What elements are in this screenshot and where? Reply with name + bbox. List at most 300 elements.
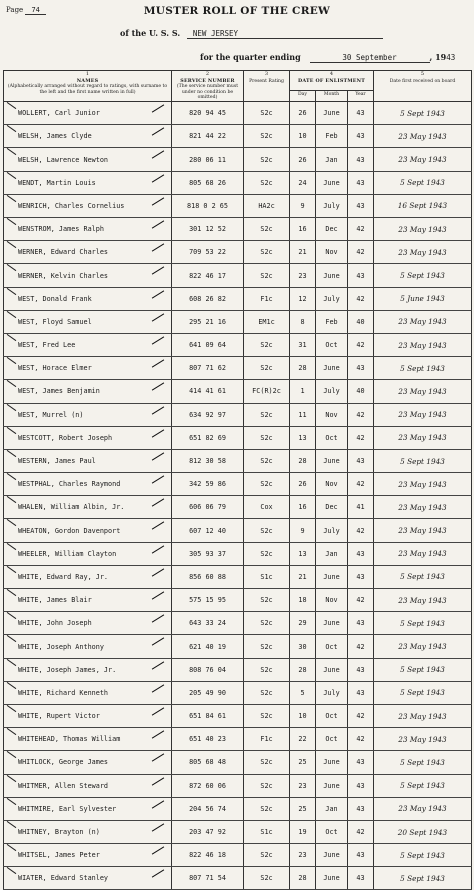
crew-name: WHITE, John Joseph xyxy=(4,612,172,635)
crew-name: WHITSEL, James Peter xyxy=(4,844,172,867)
enlist-day: 31 xyxy=(290,333,316,356)
present-rating: S2c xyxy=(244,589,290,612)
enlist-year: 42 xyxy=(348,635,374,658)
enlist-year: 42 xyxy=(348,728,374,751)
check-mark xyxy=(152,684,164,692)
table-row xyxy=(4,728,472,751)
present-rating: S2c xyxy=(244,774,290,797)
check-mark xyxy=(152,406,164,414)
margin-check-mark xyxy=(7,659,17,666)
present-rating: S2c xyxy=(244,148,290,171)
received-date: 23 May 1943 xyxy=(374,704,472,727)
check-mark xyxy=(152,197,164,205)
enlist-month: June xyxy=(316,264,348,287)
enlist-year: 43 xyxy=(348,542,374,565)
enlist-year: 43 xyxy=(348,681,374,704)
enlist-year: 42 xyxy=(348,333,374,356)
enlist-year: 43 xyxy=(348,612,374,635)
enlist-month: July xyxy=(316,194,348,217)
service-number: 822 46 18 xyxy=(172,844,244,867)
check-mark xyxy=(152,777,164,785)
margin-check-mark xyxy=(7,473,17,480)
enlist-day: 25 xyxy=(290,797,316,820)
enlist-month: June xyxy=(316,751,348,774)
enlist-year: 43 xyxy=(348,844,374,867)
enlist-day: 28 xyxy=(290,867,316,890)
present-rating: EM1c xyxy=(244,310,290,333)
present-rating: S1c xyxy=(244,565,290,588)
crew-name: WOLLERT, Carl Junior xyxy=(4,102,172,125)
service-number: 808 76 04 xyxy=(172,658,244,681)
enlist-year: 42 xyxy=(348,241,374,264)
col-names-header xyxy=(4,71,172,102)
margin-check-mark xyxy=(7,566,17,573)
check-mark xyxy=(152,707,164,715)
enlist-year: 42 xyxy=(348,473,374,496)
crew-name: WHITE, Rupert Victor xyxy=(4,704,172,727)
crew-name: WHITE, Joseph Anthony xyxy=(4,635,172,658)
margin-check-mark xyxy=(7,125,17,132)
service-number: 621 40 19 xyxy=(172,635,244,658)
col-month-header: Month xyxy=(316,91,348,102)
crew-name: WHEATON, Gordon Davenport xyxy=(4,519,172,542)
table-row xyxy=(4,519,472,542)
margin-check-mark xyxy=(7,380,17,387)
enlist-day: 10 xyxy=(290,125,316,148)
received-date: 5 Sept 1943 xyxy=(374,264,472,287)
enlist-day: 11 xyxy=(290,403,316,426)
enlist-month: Jan xyxy=(316,797,348,820)
margin-check-mark xyxy=(7,334,17,341)
received-date: 23 May 1943 xyxy=(374,125,472,148)
col4-number: 4 xyxy=(329,71,334,77)
present-rating: Cox xyxy=(244,496,290,519)
present-rating: S2c xyxy=(244,333,290,356)
present-rating: S2c xyxy=(244,473,290,496)
margin-check-mark xyxy=(7,218,17,225)
enlist-year: 42 xyxy=(348,519,374,542)
table-row xyxy=(4,542,472,565)
enlist-year: 40 xyxy=(348,310,374,333)
enlist-year: 41 xyxy=(348,496,374,519)
enlist-day: 21 xyxy=(290,565,316,588)
margin-check-mark xyxy=(7,774,17,781)
crew-name: WENRICH, Charles Cornelius xyxy=(4,194,172,217)
service-number: 807 71 62 xyxy=(172,357,244,380)
check-mark xyxy=(152,360,164,368)
enlist-day: 30 xyxy=(290,635,316,658)
enlist-month: July xyxy=(316,519,348,542)
service-number: 820 94 45 xyxy=(172,102,244,125)
check-mark xyxy=(152,661,164,669)
table-row xyxy=(4,473,472,496)
table-row xyxy=(4,820,472,843)
check-mark xyxy=(152,452,164,460)
received-date: 16 Sept 1943 xyxy=(374,194,472,217)
enlist-day: 24 xyxy=(290,171,316,194)
present-rating: S2c xyxy=(244,612,290,635)
table-row xyxy=(4,426,472,449)
enlist-month: Oct xyxy=(316,704,348,727)
enlist-month: June xyxy=(316,449,348,472)
check-mark xyxy=(152,383,164,391)
received-date: 5 Sept 1943 xyxy=(374,751,472,774)
crew-name: WHALEN, William Albin, Jr. xyxy=(4,496,172,519)
received-date: 5 Sept 1943 xyxy=(374,102,472,125)
present-rating: S2c xyxy=(244,635,290,658)
enlist-day: 16 xyxy=(290,218,316,241)
crew-name: WESTCOTT, Robert Joseph xyxy=(4,426,172,449)
enlist-year: 42 xyxy=(348,426,374,449)
margin-check-mark xyxy=(7,612,17,619)
check-mark xyxy=(152,568,164,576)
service-number: 575 15 95 xyxy=(172,589,244,612)
enlist-day: 10 xyxy=(290,704,316,727)
enlist-year: 42 xyxy=(348,218,374,241)
check-mark xyxy=(152,336,164,344)
service-number: 818 0 2 65 xyxy=(172,194,244,217)
service-number: 205 49 90 xyxy=(172,681,244,704)
crew-name: WERNER, Edward Charles xyxy=(4,241,172,264)
received-date: 23 May 1943 xyxy=(374,589,472,612)
service-number: 805 68 48 xyxy=(172,751,244,774)
check-mark xyxy=(152,128,164,136)
crew-name: WHITEHEAD, Thomas William xyxy=(4,728,172,751)
table-row xyxy=(4,310,472,333)
enlist-month: June xyxy=(316,867,348,890)
received-date: 23 May 1943 xyxy=(374,148,472,171)
crew-rows xyxy=(4,102,472,890)
col-year-header: Year xyxy=(348,91,374,102)
service-number: 301 12 52 xyxy=(172,218,244,241)
table-row xyxy=(4,218,472,241)
margin-check-mark xyxy=(7,496,17,503)
enlist-year: 43 xyxy=(348,867,374,890)
ship-line xyxy=(120,28,383,39)
check-mark xyxy=(152,522,164,530)
col-day-header: Day xyxy=(290,91,316,102)
received-date: 5 June 1943 xyxy=(374,287,472,310)
check-mark xyxy=(152,870,164,878)
table-row xyxy=(4,287,472,310)
table-row xyxy=(4,565,472,588)
table-row xyxy=(4,797,472,820)
margin-check-mark xyxy=(7,867,17,874)
enlist-year: 43 xyxy=(348,658,374,681)
crew-name: WHITMIRE, Earl Sylvester xyxy=(4,797,172,820)
crew-name: WHITLOCK, George James xyxy=(4,751,172,774)
col2-note: (The service number must under no condition be omitted) xyxy=(176,84,239,100)
received-date: 23 May 1943 xyxy=(374,241,472,264)
service-number: 651 84 61 xyxy=(172,704,244,727)
table-row xyxy=(4,681,472,704)
present-rating: S2c xyxy=(244,241,290,264)
service-number: 606 06 79 xyxy=(172,496,244,519)
ship-name: NEW JERSEY xyxy=(187,29,383,39)
margin-check-mark xyxy=(7,241,17,248)
service-number: 280 06 11 xyxy=(172,148,244,171)
check-mark xyxy=(152,220,164,228)
present-rating: S1c xyxy=(244,820,290,843)
margin-check-mark xyxy=(7,543,17,550)
received-date: 23 May 1943 xyxy=(374,218,472,241)
enlist-month: June xyxy=(316,565,348,588)
received-date: 23 May 1943 xyxy=(374,519,472,542)
margin-check-mark xyxy=(7,635,17,642)
enlist-month: July xyxy=(316,287,348,310)
crew-name: WEST, Horace Elmer xyxy=(4,357,172,380)
enlist-year: 43 xyxy=(348,125,374,148)
enlist-month: Oct xyxy=(316,333,348,356)
crew-name: WHITE, James Blair xyxy=(4,589,172,612)
enlist-month: June xyxy=(316,612,348,635)
quarter-line xyxy=(200,52,455,63)
present-rating: S2c xyxy=(244,264,290,287)
enlist-month: Feb xyxy=(316,125,348,148)
col-enlistment-header xyxy=(290,71,374,91)
enlist-month: June xyxy=(316,658,348,681)
margin-check-mark xyxy=(7,450,17,457)
table-row xyxy=(4,403,472,426)
received-date: 23 May 1943 xyxy=(374,426,472,449)
present-rating: S2c xyxy=(244,704,290,727)
margin-check-mark xyxy=(7,798,17,805)
check-mark xyxy=(152,591,164,599)
check-mark xyxy=(152,313,164,321)
enlist-day: 5 xyxy=(290,681,316,704)
received-date: 23 May 1943 xyxy=(374,728,472,751)
present-rating: S2c xyxy=(244,426,290,449)
enlist-year: 43 xyxy=(348,148,374,171)
present-rating: S2c xyxy=(244,125,290,148)
received-date: 23 May 1943 xyxy=(374,310,472,333)
enlist-year: 42 xyxy=(348,704,374,727)
received-date: 23 May 1943 xyxy=(374,473,472,496)
present-rating: F1c xyxy=(244,287,290,310)
enlist-year: 43 xyxy=(348,797,374,820)
col3-number: 3 xyxy=(264,71,269,77)
enlist-day: 21 xyxy=(290,241,316,264)
enlist-month: Jan xyxy=(316,148,348,171)
received-date: 5 Sept 1943 xyxy=(374,681,472,704)
present-rating: S2c xyxy=(244,102,290,125)
check-mark xyxy=(152,475,164,483)
check-mark xyxy=(152,800,164,808)
enlist-year: 43 xyxy=(348,171,374,194)
check-mark xyxy=(152,754,164,762)
present-rating: S2c xyxy=(244,542,290,565)
enlist-day: 28 xyxy=(290,449,316,472)
enlist-day: 23 xyxy=(290,264,316,287)
crew-name: WERNER, Kelvin Charles xyxy=(4,264,172,287)
uss-label: of the U. S. S. xyxy=(120,28,181,38)
col4-title: DATE OF ENLISTMENT xyxy=(298,77,365,84)
crew-name: WHITE, Richard Kenneth xyxy=(4,681,172,704)
crew-name: WEST, Donald Frank xyxy=(4,287,172,310)
service-number: 634 92 97 xyxy=(172,403,244,426)
service-number: 805 68 26 xyxy=(172,171,244,194)
enlist-day: 1 xyxy=(290,380,316,403)
check-mark xyxy=(152,731,164,739)
present-rating: S2c xyxy=(244,519,290,542)
enlist-month: Dec xyxy=(316,496,348,519)
enlist-year: 43 xyxy=(348,102,374,125)
enlist-year: 42 xyxy=(348,287,374,310)
header-row xyxy=(4,71,472,91)
crew-name: WHEELER, William Clayton xyxy=(4,542,172,565)
enlist-day: 26 xyxy=(290,148,316,171)
enlist-month: Oct xyxy=(316,635,348,658)
table-row xyxy=(4,102,472,125)
page-number-value: 74 xyxy=(25,6,45,15)
present-rating: S2c xyxy=(244,449,290,472)
col2-number: 2 xyxy=(205,71,210,77)
margin-check-mark xyxy=(7,102,17,109)
enlist-month: Nov xyxy=(316,241,348,264)
received-date: 5 Sept 1943 xyxy=(374,612,472,635)
table-row xyxy=(4,171,472,194)
enlist-month: June xyxy=(316,844,348,867)
margin-check-mark xyxy=(7,357,17,364)
check-mark xyxy=(152,823,164,831)
received-date: 5 Sept 1943 xyxy=(374,658,472,681)
present-rating: S2c xyxy=(244,867,290,890)
enlist-day: 28 xyxy=(290,658,316,681)
margin-check-mark xyxy=(7,519,17,526)
margin-check-mark xyxy=(7,728,17,735)
enlist-day: 26 xyxy=(290,473,316,496)
received-date: 5 Sept 1943 xyxy=(374,357,472,380)
enlist-month: June xyxy=(316,171,348,194)
col1-note: (Alphabetically arranged without regard to ratings, with surname to the left and the first name written in full) xyxy=(7,84,168,95)
crew-name: WELSH, James Clyde xyxy=(4,125,172,148)
enlist-day: 18 xyxy=(290,589,316,612)
service-number: 414 41 61 xyxy=(172,380,244,403)
service-number: 812 30 58 xyxy=(172,449,244,472)
service-number: 709 53 22 xyxy=(172,241,244,264)
col-service-header xyxy=(172,71,244,102)
margin-check-mark xyxy=(7,288,17,295)
received-date: 23 May 1943 xyxy=(374,380,472,403)
table-row xyxy=(4,380,472,403)
enlist-year: 42 xyxy=(348,589,374,612)
received-date: 23 May 1943 xyxy=(374,333,472,356)
present-rating: HA2c xyxy=(244,194,290,217)
received-date: 5 Sept 1943 xyxy=(374,844,472,867)
margin-check-mark xyxy=(7,311,17,318)
margin-check-mark xyxy=(7,172,17,179)
margin-check-mark xyxy=(7,589,17,596)
check-mark xyxy=(152,545,164,553)
present-rating: S2c xyxy=(244,357,290,380)
col1-title: NAMES xyxy=(76,77,99,84)
enlist-year: 43 xyxy=(348,751,374,774)
service-number: 807 71 54 xyxy=(172,867,244,890)
enlist-year: 42 xyxy=(348,820,374,843)
crew-name: WEST, Floyd Samuel xyxy=(4,310,172,333)
enlist-month: Dec xyxy=(316,218,348,241)
check-mark xyxy=(152,174,164,182)
col1-number: 1 xyxy=(85,71,90,77)
col3-title: Present Rating xyxy=(249,78,284,84)
check-mark xyxy=(152,638,164,646)
enlist-day: 9 xyxy=(290,519,316,542)
enlist-month: June xyxy=(316,102,348,125)
check-mark xyxy=(152,104,164,112)
service-number: 651 82 69 xyxy=(172,426,244,449)
crew-name: WHITE, Joseph James, Jr. xyxy=(4,658,172,681)
service-number: 643 33 24 xyxy=(172,612,244,635)
table-row xyxy=(4,612,472,635)
table-row xyxy=(4,774,472,797)
received-date: 23 May 1943 xyxy=(374,403,472,426)
table-row xyxy=(4,589,472,612)
service-number: 342 59 86 xyxy=(172,473,244,496)
table-row xyxy=(4,867,472,890)
col-rating-header xyxy=(244,71,290,102)
margin-check-mark xyxy=(7,821,17,828)
service-number: 305 93 37 xyxy=(172,542,244,565)
received-date: 5 Sept 1943 xyxy=(374,449,472,472)
table-row xyxy=(4,148,472,171)
enlist-year: 43 xyxy=(348,565,374,588)
margin-check-mark xyxy=(7,427,17,434)
crew-name: WEST, James Benjamin xyxy=(4,380,172,403)
present-rating: S2c xyxy=(244,658,290,681)
col2-title: SERVICE NUMBER xyxy=(180,77,235,84)
crew-name: WHITNEY, Brayton (n) xyxy=(4,820,172,843)
table-row xyxy=(4,333,472,356)
enlist-month: Oct xyxy=(316,728,348,751)
margin-check-mark xyxy=(7,844,17,851)
crew-name: WESTPHAL, Charles Raymond xyxy=(4,473,172,496)
present-rating: S2c xyxy=(244,844,290,867)
enlist-month: July xyxy=(316,681,348,704)
col5-title: Date first received on board xyxy=(389,78,456,84)
service-number: 608 26 82 xyxy=(172,287,244,310)
received-date: 23 May 1943 xyxy=(374,635,472,658)
check-mark xyxy=(152,151,164,159)
margin-check-mark xyxy=(7,751,17,758)
margin-check-mark xyxy=(7,264,17,271)
present-rating: S2c xyxy=(244,681,290,704)
enlist-year: 43 xyxy=(348,449,374,472)
table-row xyxy=(4,704,472,727)
page-label: Page xyxy=(6,6,24,14)
enlist-month: Nov xyxy=(316,473,348,496)
service-number: 641 09 64 xyxy=(172,333,244,356)
present-rating: S2c xyxy=(244,218,290,241)
present-rating: FC(R)2c xyxy=(244,380,290,403)
check-mark xyxy=(152,615,164,623)
present-rating: S2c xyxy=(244,171,290,194)
margin-check-mark xyxy=(7,148,17,155)
received-date: 5 Sept 1943 xyxy=(374,867,472,890)
service-number: 651 40 23 xyxy=(172,728,244,751)
table-row xyxy=(4,357,472,380)
enlist-day: 13 xyxy=(290,542,316,565)
margin-check-mark xyxy=(7,195,17,202)
service-number: 295 21 16 xyxy=(172,310,244,333)
crew-name: WEST, Murrel (n) xyxy=(4,403,172,426)
service-number: 607 12 40 xyxy=(172,519,244,542)
enlist-month: June xyxy=(316,357,348,380)
present-rating: F1c xyxy=(244,728,290,751)
enlist-month: Nov xyxy=(316,589,348,612)
received-date: 23 May 1943 xyxy=(374,797,472,820)
margin-check-mark xyxy=(7,682,17,689)
margin-check-mark xyxy=(7,705,17,712)
